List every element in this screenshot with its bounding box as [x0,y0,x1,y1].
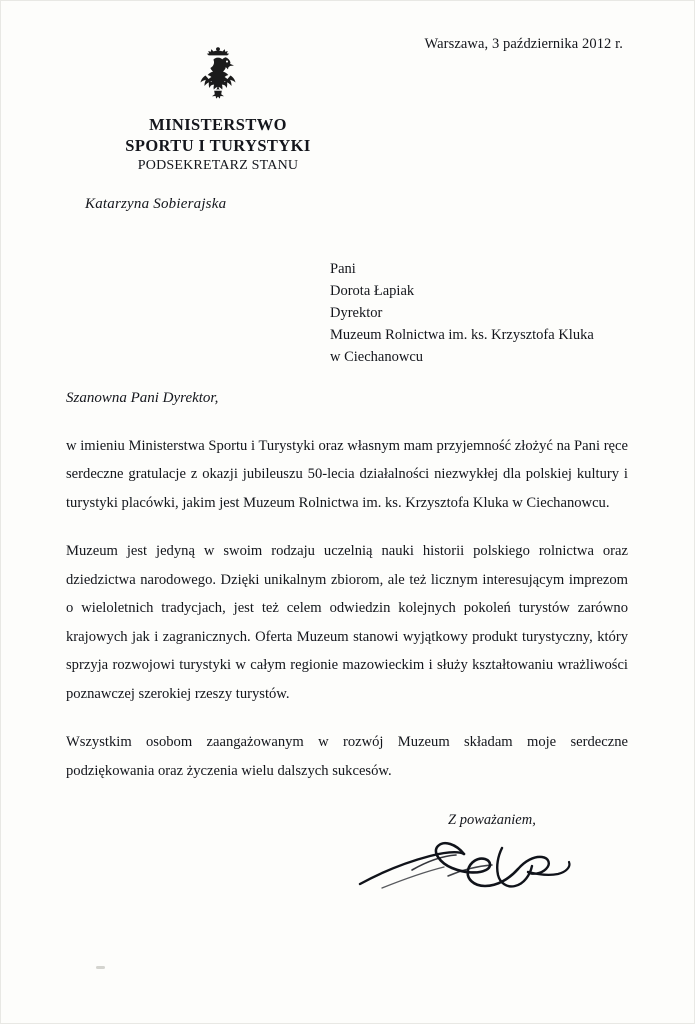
ministry-name-line-2: SPORTU I TURYSTYKI [125,136,311,156]
letter-body [66,432,628,785]
scan-artifact [96,966,105,969]
addressee-line-2: Dorota Łapiak [330,283,415,300]
body-paragraph: Muzeum jest jedyną w swoim rodzaju uczelnią nauki historii polskiego rolnictwa oraz dziedzictwa narodowego. Dzięki unikalnym zbiorom, ale też licznym interesującym imprezom o wieloletnich tradycjach, jest też celem odwiedzin kolejnych pokoleń turystów zarówno krajowych jak i zagranicznych. Oferta Muzeum stanowi wyjątkowy produkt turystyczny, który sprzyja rozwojowi turystyki w całym regionie mazowieckim i służy kształtowaniu wrażliwości poznawczej szerokiej rzeszy turystów. [66,543,628,702]
polish-eagle-emblem-icon [184,44,252,106]
body-paragraph: w imieniu Ministerstwa Sportu i Turystyki oraz własnym mam przyjemność złożyć na Pani ręce serdeczne gratulacje z okazji jubileuszu 50-lecia działalności niezwykłej dla polskiej kultury i turystyki placówki, jakim jest Muzeum Rolnictwa im. ks. Krzysztofa Kluka w Ciechanowcu. [66,438,628,511]
addressee-block [330,258,594,368]
addressee-line-4: Muzeum Rolnictwa im. ks. Krzysztofa Kluka [330,327,594,344]
salutation: Szanowna Pani Dyrektor, [66,390,219,406]
ministry-position: PODSEKRETARZ STANU [137,158,299,174]
closing-phrase: Z poważaniem, [448,812,536,828]
addressee-line-3: Dyrektor [330,305,383,322]
official-name: Katarzyna Sobierajska [85,196,227,212]
letterhead [78,44,358,175]
addressee-line-5: w Ciechanowcu [330,349,424,366]
addressee-line-1: Pani [330,261,356,277]
ministry-name-line-1: MINISTERSTWO [149,115,287,134]
handwritten-signature [352,826,582,904]
body-paragraph: Wszystkim osobom zaangażowanym w rozwój Muzeum składam moje serdeczne podziękowania oraz życzenia wielu dalszych sukcesów. [66,734,628,779]
date-line: Warszawa, 3 października 2012 r. [424,36,623,52]
